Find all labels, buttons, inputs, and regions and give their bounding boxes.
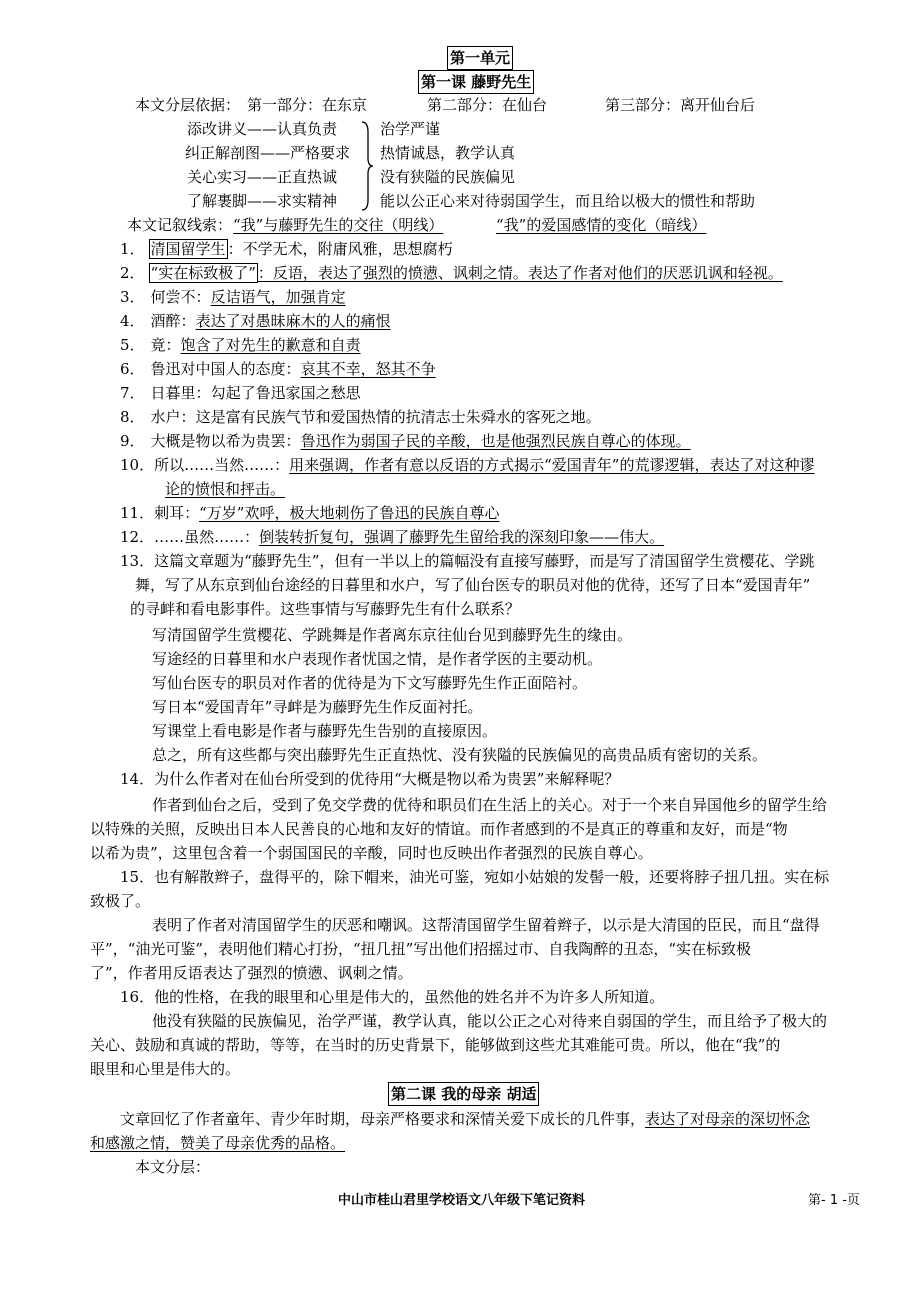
q15-answer-3: 了”，作者用反语表达了强烈的愤懑、讽刺之情。 — [90, 964, 413, 982]
q13-answer-5: 写课堂上看电影是作者与藤野先生告别的直接原因。 — [152, 722, 498, 740]
note-10: 10．所以……当然……：用来强调，作者有意以反语的方式揭示“爱国青年”的荒谬逻辑，表达了对这种谬 — [120, 456, 815, 474]
note-8: 8． 水户：这是富有民族气节和爱国热情的抗清志士朱舜水的客死之地。 — [120, 408, 601, 426]
note-4: 4． 酒醉：表达了对愚昧麻木的人的痛恨 — [120, 312, 391, 330]
q13-answer-1: 写清国留学生赏樱花、学跳舞是作者离东京往仙台见到藤野先生的缘由。 — [152, 626, 633, 644]
q16-answer-3: 眼里和心里是伟大的。 — [90, 1060, 241, 1078]
note-9: 9． 大概是物以希为贵罢：鲁迅作为弱国子民的辛酸，也是他强烈民族自尊心的体现。 — [120, 432, 691, 450]
lesson1-title: 第一课 藤野先生 — [418, 70, 534, 94]
note-2: 2． “实在标致极了” ：反语，表达了强烈的愤懑、讽刺之情。表达了作者对他们的厌恶讥讽和轻视。 — [120, 264, 783, 282]
q16-question: 16．他的性格，在我的眼里和心里是伟大的，虽然他的姓名并不为许多人所知道。 — [120, 988, 665, 1006]
unit-title: 第一单元 — [447, 46, 513, 70]
lesson2-title: 第二课 我的母亲 胡适 — [388, 1082, 539, 1106]
note-12: 12．……虽然……：倒装转折复句，强调了藤野先生留给我的深刻印象——伟大。 — [120, 528, 665, 546]
note-7: 7． 日暮里：勾起了鲁迅家国之愁思 — [120, 384, 361, 402]
deed-left-4: 了解裹脚——求实精神 — [187, 192, 338, 210]
note-5: 5． 竟：饱含了对先生的歉意和自责 — [120, 336, 361, 354]
lesson2-structure-label: 本文分层： — [135, 1158, 211, 1176]
note-6: 6． 鲁迅对中国人的态度：哀其不幸，怒其不争 — [120, 360, 436, 378]
clue-main: “我”与藤野先生的交往（明线） — [233, 216, 444, 234]
lesson2-summary-2: 和感激之情，赞美了母亲优秀的品格。 — [90, 1134, 346, 1152]
deed-right-1: 治学严谨 — [380, 120, 441, 138]
q15-question-1: 15．也有解散辫子，盘得平的，除下帽来，油光可鉴，宛如小姑娘的发髻一般，还要将脖子扭几扭。实在标 — [120, 868, 830, 886]
q13-answer-6: 总之，所有这些都与突出藤野先生正直热忱、没有狭隘的民族偏见的高贵品质有密切的关系。 — [152, 746, 768, 764]
note-3: 3． 何尝不：反诘语气，加强肯定 — [120, 288, 346, 306]
q13-line-3: 的寻衅和看电影事件。这些事情与写藤野先生有什么联系？ — [130, 600, 521, 618]
deed-right-4: 能以公正心来对待弱国学生，而且给以极大的惯性和帮助 — [380, 192, 756, 210]
q16-answer-1: 他没有狭隘的民族偏见，治学严谨，教学认真，能以公正之心对待来自弱国的学生，而且给予了极大的 — [152, 1012, 828, 1030]
q14-answer-2: 以特殊的关照，反映出日本人民善良的心地和友好的情谊。而作者感到的不是真正的尊重和友好，而是“物 — [90, 820, 788, 838]
q13-answer-2: 写途经的日暮里和水户表现作者忧国之情，是作者学医的主要动机。 — [152, 650, 603, 668]
q16-answer-2: 关心、鼓励和真诚的帮助，等等，在当时的历史背景下，能够做到这些尤其难能可贵。所以，他在“我”的 — [90, 1036, 781, 1054]
brace-icon — [360, 120, 374, 212]
clue-label: 本文记叙线索： — [127, 216, 233, 234]
q13-answer-4: 写日本“爱国青年”寻衅是为藤野先生作反面衬托。 — [152, 698, 483, 716]
note-11: 11．刺耳：“万岁”欢呼，极大地刺伤了鲁迅的民族自尊心 — [120, 504, 500, 522]
deed-right-2: 热情诚恳，教学认真 — [380, 144, 516, 162]
q14-answer-3: 以希为贵”，这里包含着一个弱国国民的辛酸，同时也反映出作者强烈的民族自尊心。 — [90, 844, 653, 862]
deed-right-3: 没有狭隘的民族偏见 — [380, 168, 516, 186]
clue-hidden: “我”的爱国感情的变化（暗线） — [496, 216, 707, 234]
q14-answer-1: 作者到仙台之后，受到了免交学费的优待和职员们在生活上的关心。对于一个来自异国他乡的留学生给 — [152, 796, 828, 814]
q13-line-1: 13．这篇文章题为“藤野先生”，但有一半以上的篇幅没有直接写藤野，而是写了清国留学生赏樱花、学跳 — [120, 552, 815, 570]
q15-answer-2: 平”，“油光可鉴”，表明他们精心打扮，“扭几扭”写出他们招摇过市、自我陶醉的丑态，“实在标致极 — [90, 940, 752, 958]
deed-left-1: 添改讲义——认真负责 — [187, 120, 338, 138]
q13-answer-3: 写仙台医专的职员对作者的优待是为下文写藤野先生作正面陪衬。 — [152, 674, 588, 692]
note-10-cont: 论的愤恨和抨击。 — [165, 480, 286, 498]
q13-line-2: 舞，写了从东京到仙台途经的日暮里和水户，写了仙台医专的职员对他的优待，还写了日本“爱国青年” — [135, 576, 811, 594]
note-2-term: “实在标致极了” — [150, 264, 256, 282]
q14-question: 14．为什么作者对在仙台所受到的优待用“大概是物以希为贵罢”来解释呢？ — [120, 770, 620, 788]
deed-left-3: 关心实习——正直热诚 — [187, 168, 338, 186]
footer-page-number: 第- 1 -页 — [808, 1193, 860, 1208]
structure-label: 本文分层依据： — [135, 96, 241, 114]
note-1: 1． 清国留学生 ：不学无术，附庸风雅，思想腐朽 — [120, 240, 453, 258]
footer-school: 中山市桂山君里学校语文八年级下笔记资料 — [338, 1193, 586, 1208]
q15-answer-1: 表明了作者对清国留学生的厌恶和嘲讽。这帮清国留学生留着辫子，以示是大清国的臣民，而且“盘得 — [152, 916, 820, 934]
lesson2-summary-1: 文章回忆了作者童年、青少年时期，母亲严格要求和深情关爱下成长的几件事，表达了对母亲的深切怀念 — [120, 1110, 811, 1128]
structure-part2: 第二部分：在仙台 — [427, 96, 548, 114]
structure-part1: 第一部分：在东京 — [247, 96, 368, 114]
structure-part3: 第三部分：离开仙台后 — [605, 96, 756, 114]
q15-question-2: 致极了。 — [90, 892, 151, 910]
note-1-term: 清国留学生 — [150, 240, 226, 258]
deed-left-2: 纠正解剖图——严格要求 — [185, 144, 351, 162]
